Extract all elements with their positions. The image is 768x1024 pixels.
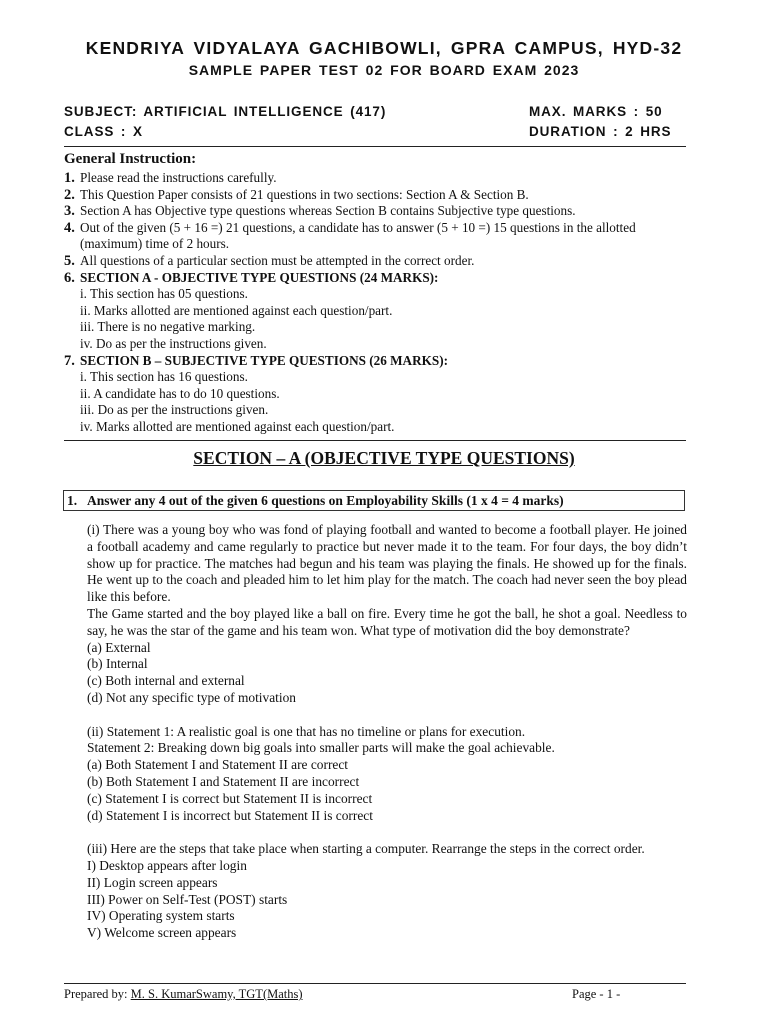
question-text: Answer any 4 out of the given 6 questions on Employability Skills (1 x 4 = 4 marks)	[87, 493, 564, 508]
option: (d) Statement I is incorrect but Statement II is correct	[87, 807, 373, 823]
section-b-point: iii. Do as per the instructions given.	[80, 402, 269, 418]
part1-paragraph: The Game started and the boy played like a ball on fire. Every time he got the ball, he shot a goal. Needless to say, he was the star of the game and his team won. What type of motivation did the boy demonstrate?	[87, 605, 687, 638]
section-a-title: SECTION – A (OBJECTIVE TYPE QUESTIONS)	[193, 448, 575, 468]
step: II) Login screen appears	[87, 874, 218, 890]
option: (a) External	[87, 639, 151, 655]
subject-label: SUBJECT: ARTIFICIAL INTELLIGENCE (417)	[64, 104, 387, 119]
section-a-point: ii. Marks allotted are mentioned against each question/part.	[80, 302, 393, 318]
section-b-point: iv. Marks allotted are mentioned against each question/part.	[80, 418, 395, 434]
option: (c) Both internal and external	[87, 673, 245, 689]
section-a-point: iv. Do as per the instructions given.	[80, 335, 267, 351]
step: I) Desktop appears after login	[87, 857, 247, 873]
instructions-list	[64, 170, 688, 436]
page-number: Page - 1 -	[572, 987, 621, 1001]
instructions-divider	[64, 440, 686, 441]
instruction-item: 5. All questions of a particular section must be attempted in the correct order.	[64, 252, 475, 269]
instructions-title: General Instruction:	[64, 151, 197, 167]
step: V) Welcome screen appears	[87, 925, 237, 941]
instruction-item-section-b: 7. SECTION B – SUBJECTIVE TYPE QUESTIONS (26 MARKS):	[64, 352, 448, 369]
instruction-item: 2. This Question Paper consists of 21 questions in two sections: Section A & Section B.	[64, 186, 529, 203]
class-label: CLASS : X	[64, 124, 143, 139]
prepared-by-label: Prepared by:	[64, 987, 131, 1001]
footer-divider	[64, 983, 686, 984]
prepared-by-name: M. S. KumarSwamy, TGT(Maths)	[130, 987, 303, 1001]
meta-row-class	[64, 124, 686, 142]
step: IV) Operating system starts	[87, 908, 235, 924]
option: (b) Both Statement I and Statement II are incorrect	[87, 773, 360, 789]
question-1-header	[63, 490, 685, 511]
option: (a) Both Statement I and Statement II are correct	[87, 757, 349, 773]
meta-row-subject	[64, 104, 686, 122]
instruction-item: 3. Section A has Objective type questions whereas Section B contains Subjective type questions.	[64, 203, 576, 220]
header-divider	[64, 146, 686, 147]
question-1-body	[87, 522, 687, 942]
instruction-item: 1. Please read the instructions carefully.	[64, 170, 277, 186]
question-number: 1.	[67, 493, 78, 508]
section-a-point: i. This section has 05 questions.	[80, 286, 248, 302]
max-marks-label: MAX. MARKS : 50	[529, 104, 663, 119]
step: III) Power on Self-Test (POST) starts	[87, 891, 288, 907]
school-title: KENDRIYA VIDYALAYA GACHIBOWLI, GPRA CAMPUS, HYD-32	[85, 38, 683, 58]
duration-label: DURATION : 2 HRS	[529, 124, 672, 139]
part2-statement: Statement 2: Breaking down big goals into smaller parts will make the goal achievable.	[87, 740, 555, 756]
section-b-point: i. This section has 16 questions.	[80, 369, 248, 385]
instruction-item-section-a: 6. SECTION A - OBJECTIVE TYPE QUESTIONS (24 MARKS):	[64, 269, 439, 286]
instruction-item: 4. Out of the given (5 + 16 =) 21 questions, a candidate has to answer (5 + 10 =) 15 questions in the allotted (maximum) time of 2 hours.	[64, 219, 636, 252]
part2-statement: (ii) Statement 1: A realistic goal is one that has no timeline or plans for execution.	[87, 723, 526, 739]
option: (c) Statement I is correct but Statement II is incorrect	[87, 790, 373, 806]
option: (b) Internal	[87, 656, 148, 672]
footer	[64, 987, 686, 1003]
section-b-point: ii. A candidate has to do 10 questions.	[80, 385, 280, 401]
option: (d) Not any specific type of motivation	[87, 689, 296, 705]
section-a-point: iii. There is no negative marking.	[80, 319, 256, 335]
paper-title: SAMPLE PAPER TEST 02 FOR BOARD EXAM 2023	[188, 62, 580, 78]
part1-paragraph: (i) There was a young boy who was fond of playing football and wanted to become a football player. He joined a football academy and came regularly to practice but never made it to the team. For four days, the boy didn’t show up for practice. The matches had begun and his team was playing the finals. He showed up for the finals. He went up to the coach and pleaded him to let him play for the match. The coach had never seen the boy plead like this before.	[87, 522, 687, 605]
part3-intro: (iii) Here are the steps that take place when starting a computer. Rearrange the steps in the correct order.	[87, 841, 645, 857]
